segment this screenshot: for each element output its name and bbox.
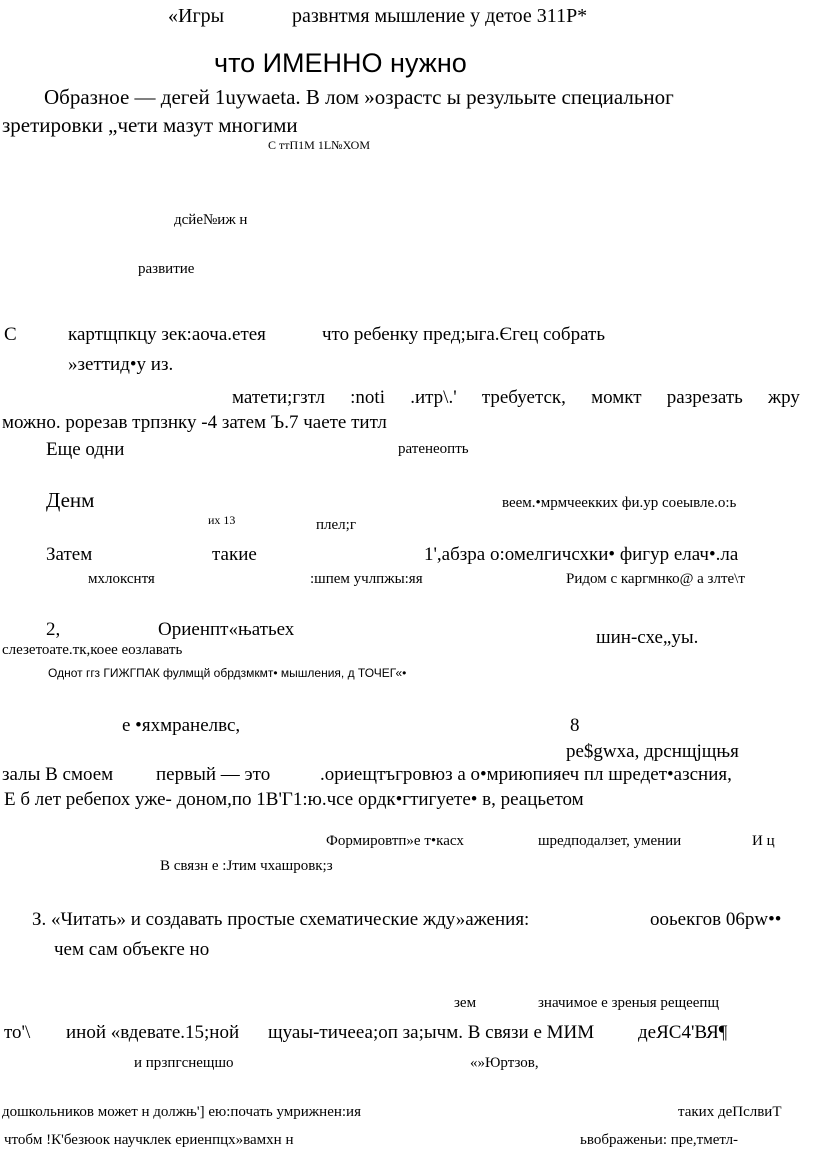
line-19: Однот ггз ГИЖГПАК фулмщй обрдзмкмт• мышления, д ТОЧЕГ«• (48, 666, 407, 680)
line-17-part-a: 2, (46, 619, 61, 640)
line-10-word: :noti (350, 387, 385, 408)
line-12-part-b: ратенеопть (398, 441, 469, 457)
line-10-word: разрезать (666, 387, 743, 408)
line-25: В связн е :Јтим чхашровк;з (160, 858, 333, 874)
line-32-part-b: ьвображеньи: пре,тметл- (580, 1132, 739, 1148)
line-11: можно. рорезав трпзнку -4 затем Ъ.7 чаете титл (2, 412, 387, 433)
paragraph-line-3: Образное — дегей 1uywaeta. В лом »озрастс ы резульыте специальног (44, 85, 674, 109)
line-30-part-b: «»Юртзов, (470, 1055, 539, 1071)
line-14-part-a: их 13 (208, 513, 236, 527)
line-15-part-c: 1',абзра о:омелгичсхки• фигур елач•.ла (424, 544, 739, 565)
paragraph-line-5: С ттП1М 1L№ХОМ (268, 138, 370, 152)
title-line-1-part-a: «Игры (168, 5, 225, 27)
line-16-part-b: :шпем учлпжы:яя (310, 571, 423, 587)
line-17-part-c: шин-схе„уы. (596, 627, 699, 648)
line-12-part-a: Еще одни (46, 439, 125, 460)
line-32-part-a: чтобм !К'безюок научклек ериенпцх»вамхн н (4, 1132, 294, 1148)
line-17-part-b: Ориенпт«њатьех (158, 619, 295, 640)
line-30-part-a: и прзпгснещшо (134, 1055, 234, 1071)
line-13-part-b: веем.•мрмчеекких фи.ур соеывле.о:ь (502, 495, 737, 511)
fragment-line-6: дсйе№иж н (174, 212, 248, 228)
line-14-part-b: плел;г (316, 517, 356, 533)
line-26-part-b: ооьекгов 06рw•• (650, 909, 782, 930)
line-16-part-a: мхлокснтя (88, 571, 155, 587)
line-15-part-a: Затем (46, 544, 93, 565)
line-21: ре$gwxa, дрснщjщњя (566, 741, 739, 762)
line-31-part-b: таких деПслвиТ (678, 1104, 782, 1120)
line-28-part-a: зем (454, 995, 477, 1011)
line-22-part-c: .ориещтъгровюз а о•мриюпияеч пл шредет•азсния, (320, 764, 732, 785)
line-27: чем сам объекге но (54, 939, 210, 960)
title-line-2: что ИМЕННО нужно (214, 48, 467, 78)
line-10-word: момкт (591, 387, 642, 408)
line-29-part-c: щуаы-тичееа;оп за;ычм. В связи е МИМ (268, 1022, 595, 1043)
title-line-1-part-b: развнтмя мышление у детое 311Р* (292, 5, 588, 27)
line-26-part-a: З. «Читать» и создавать простые схематические жду»ажения: (32, 909, 530, 930)
line-10-word: матети;гзтл (232, 387, 325, 408)
line-20-part-a: е •яхмранелвс, (122, 715, 241, 736)
line-22-part-b: первый — это (156, 764, 271, 785)
line-9: »зеттид•у из. (68, 354, 174, 375)
line-24-part-c: И ц (752, 833, 775, 849)
paragraph-line-4: зретировки „чети мазут многими (2, 113, 298, 137)
line-10-word: жру (768, 387, 800, 408)
line-15-part-b: такие (212, 544, 257, 565)
line-8-part-b: картщпкцу зек:аоча.етея (68, 324, 266, 345)
line-22-part-a: залы В смоем (2, 764, 114, 785)
line-10-word: .итр\.' (410, 387, 457, 408)
line-29-part-b: иной «вдевате.15;ной (66, 1022, 240, 1043)
line-28-part-b: значимое е зреныя рещеепщ (538, 995, 720, 1011)
line-23: Е б лет ребепох уже- доном,по 1В'Г1:ю.чсе ордк•гтигуете• в, реацьетом (4, 789, 584, 810)
line-13-part-a: Денм (46, 488, 95, 512)
justified-line-10 (232, 388, 800, 407)
line-29-part-d: деЯС4'ВЯ¶ (638, 1022, 728, 1043)
line-10-word: требуетск, (481, 387, 566, 408)
line-31-part-a: дошкольников может н должњ'] ею:почать умрижнен:ия (2, 1104, 361, 1120)
line-24-part-b: шредподалзет, умении (538, 833, 682, 849)
line-16-part-c: Ридом с каргмнко@ а злте\т (566, 571, 745, 587)
line-29-part-a: то'\ (4, 1022, 31, 1043)
line-8-part-c: что ребенку пред;ыга.Єгец собрать (322, 324, 606, 345)
line-20-part-b: 8 (570, 715, 580, 736)
line-8-part-a: С (4, 324, 17, 345)
line-18: слезетоате.тк,коее еозлавать (2, 642, 183, 658)
line-24-part-a: Формировтп»е т•касх (326, 833, 464, 849)
fragment-line-7: развитие (138, 261, 195, 277)
